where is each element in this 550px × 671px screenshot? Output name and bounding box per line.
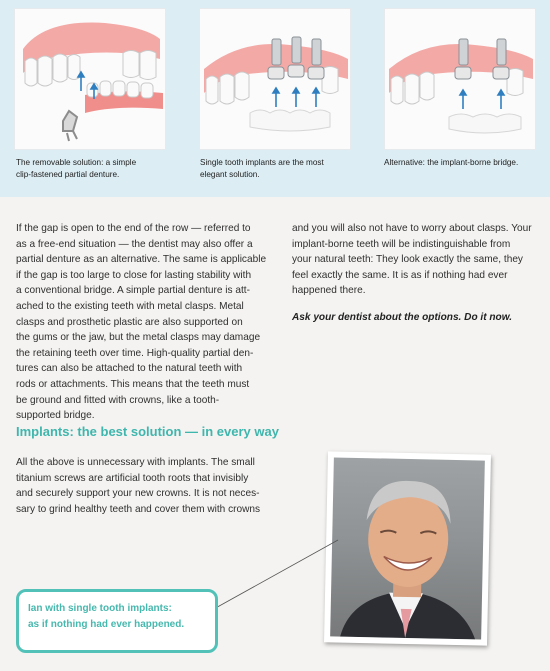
caption-line: Alternative: the implant-borne bridge.: [384, 158, 519, 167]
figure-implants: [199, 8, 351, 150]
text-line: your natural teeth: They look exactly the same, they: [292, 254, 523, 266]
caption-line: elegant solution.: [200, 170, 260, 179]
text-line: and securely support your new crowns. It is not neces-: [16, 488, 260, 500]
caption-line: Single tooth implants are the most: [200, 158, 324, 167]
text-line: feel exactly the same. It is as if nothing had ever: [292, 269, 508, 281]
text-line: ached to the existing teeth with metal clasps. Metal: [16, 300, 244, 312]
text-line: All the above is unnecessary with implants. The small: [16, 457, 255, 468]
text-line: if the gap is too large to close for lasting stability with: [16, 269, 252, 281]
text-line: the retaining teeth over time. High-quality partial den-: [16, 347, 254, 359]
text-line: happened there.: [292, 285, 366, 297]
denture-illustration-icon: [15, 9, 165, 149]
portrait-photo: [324, 451, 491, 645]
text-line: as a free-end situation — the dentist may also offer a: [16, 238, 253, 250]
body-paragraph: [16, 221, 284, 424]
photo-callout-box: [16, 589, 218, 653]
text-line: be ground and fitted with crowns, like a tooth-: [16, 394, 220, 406]
text-line: titanium screws are artificial tooth roots that invisibly: [16, 472, 249, 484]
text-line: the gums or the jaw, but the metal clasps may damage: [16, 332, 261, 344]
call-to-action: Ask your dentist about the options. Do it now.: [292, 312, 513, 323]
callout-line: Ian with single tooth implants:: [28, 603, 172, 614]
text-line: tures can also be attached to the natural teeth with: [16, 363, 243, 375]
smiling-man-photo-icon: [330, 457, 485, 639]
text-line: a conventional bridge. A simple partial denture is att-: [16, 285, 250, 297]
text-line: clasps and prosthetic plastic are also supported on: [16, 316, 243, 328]
figure-bridge: [384, 8, 536, 150]
text-line: rods or attachments. This means that the teeth must: [16, 378, 250, 390]
body-paragraph: [16, 455, 284, 517]
text-line: and you will also not have to worry about clasps. Your: [292, 223, 532, 234]
text-line: sary to grind healthy teeth and cover them with crowns: [16, 503, 261, 515]
section-heading: Implants: the best solution — in every way: [16, 424, 279, 439]
text-line: If the gap is open to the end of the row — referred to: [16, 223, 251, 234]
caption-line: The removable solution: a simple: [16, 158, 137, 167]
figure-denture: [14, 8, 166, 150]
bridge-illustration-icon: [385, 9, 535, 149]
callout-line: as if nothing had ever happened.: [28, 619, 185, 630]
figure-caption: [200, 157, 324, 181]
text-line: supported bridge.: [16, 410, 95, 422]
caption-line: clip-fastened partial denture.: [16, 170, 120, 179]
implants-illustration-icon: [200, 9, 350, 149]
text-line: implant-borne teeth will be indistinguishable from: [292, 238, 511, 250]
text-line: partial denture as an alternative. The same is applicable: [16, 254, 267, 266]
figure-caption: [384, 157, 518, 169]
body-paragraph: [292, 221, 537, 299]
figure-caption: [16, 157, 136, 181]
